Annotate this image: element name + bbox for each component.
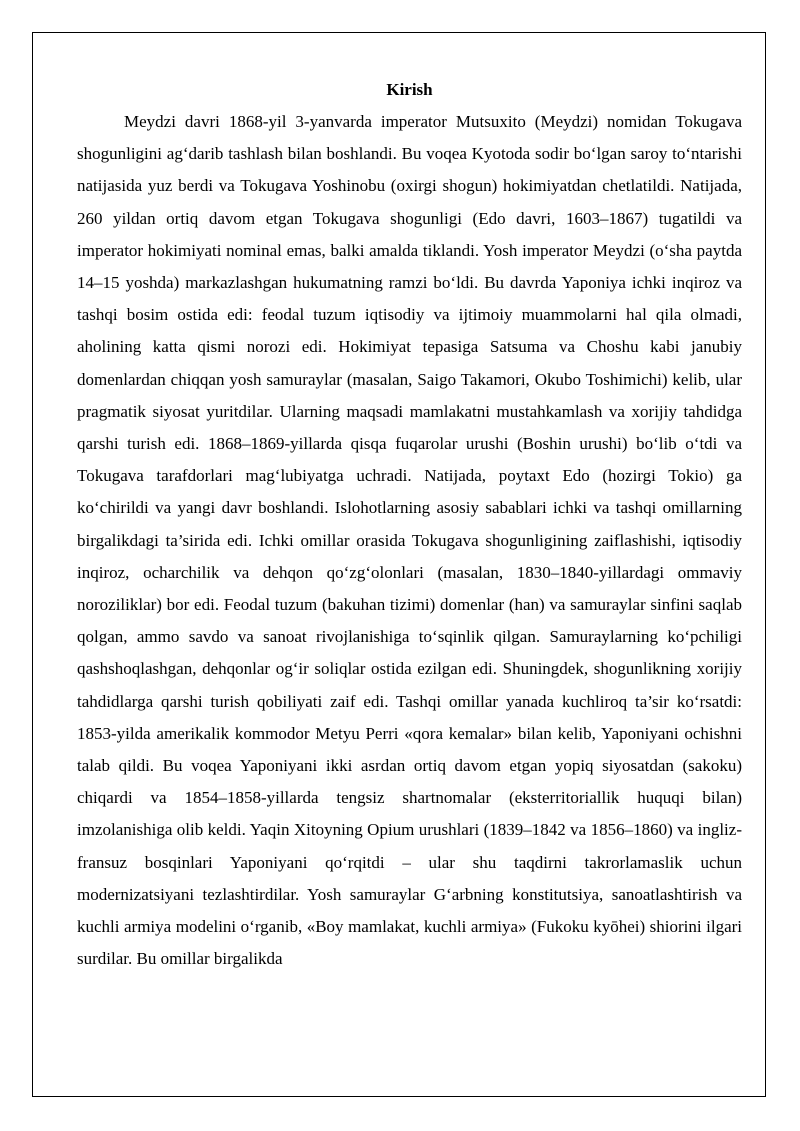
body-paragraph: Meydzi davri 1868-yil 3-yanvarda imperator Mutsuxito (Meydzi) nomidan Tokugava shogunligini ag‘darib tashlash bilan boshlandi. Bu voqea Kyotoda sodir bo‘lgan saroy to‘ntarishi natijasida yuz berdi va Tokugava Yoshinobu (oxirgi shogun) hokimiyatdan chetlatildi. Natijada, 260 yildan ortiq davom etgan Tokugava shogunligi (Edo davri, 1603–1867) tugatildi va imperator hokimiyati nominal emas, balki amalda tiklandi. Yosh imperator Meydzi (o‘sha paytda 14–15 yoshda) markazlashgan hukumatning ramzi bo‘ldi. Bu davrda Yaponiya ichki inqiroz va tashqi bosim ostida edi: feodal tuzum iqtisodiy va ijtimoiy muammolarni hal qila olmadi, aholining katta qismi norozi edi. Hokimiyat tepasiga Satsuma va Choshu kabi janubiy domenlardan chiqqan yosh samuraylar (masalan, Saigo Takamori, Okubo Toshimichi) kelib, ular pragmatik siyosat yuritdilar. Ularning maqsadi mamlakatni mustahkamlash va xorijiy tahdidga qarshi turish edi. 1868–1869-yillarda qisqa fuqarolar urushi (Boshin urushi) bo‘lib o‘tdi va Tokugava tarafdorlari mag‘lubiyatga uchradi. Natijada, poytaxt Edo (hozirgi Tokio) ga ko‘chirildi va yangi davr boshlandi. Islohotlarning asosiy sabablari ichki va tashqi omillarning birgalikdagi ta’sirida edi. Ichki omillar orasida Tokugava shogunligining zaiflashishi, iqtisodiy inqiroz, ocharchilik va dehqon qo‘zg‘olonlari (masalan, 1830–1840-yillardagi ommaviy noroziliklar) bor edi. Feodal tuzum (bakuhan tizimi) domenlar (han) va samuraylar sinfini saqlab qolgan, ammo savdo va sanoat rivojlanishiga to‘sqinlik qilgan. Samuraylarning ko‘pchiligi qashshoqlashgan, dehqonlar og‘ir soliqlar ostida ezilgan edi. Shuningdek, shogunlikning xorijiy tahdidlarga qarshi turish qobiliyati zaif edi. Tashqi omillar yanada kuchliroq ta’sir ko‘rsatdi: 1853-yilda amerikalik kommodor Metyu Perri «qora kemalar» bilan kelib, Yaponiyani ochishni talab qildi. Bu voqea Yaponiyani ikki asrdan ortiq davom etgan yopiq siyosatdan (sakoku) chiqardi va 1854–1858-yillarda tengsiz shartnomalar (eksterritoriallik huquqi bilan) imzolanishiga olib keldi. Yaqin Xitoyning Opium urushlari (1839–1842 va 1856–1860) va ingliz-fransuz bosqinlari Yaponiyani qo‘rqitdi – ular shu taqdirni takrorlamaslik uchun modernizatsiyani tezlashtirdilar. Yosh samuraylar G‘arbning konstitutsiya, sanoatlashtirish va kuchli armiya modelini o‘rganib, «Boy mamlakat, kuchli armiya» (Fukoku kyōhei) shiorini ilgari surdilar. Bu omillar birgalikda — [77, 112, 742, 969]
section-heading: Kirish — [386, 80, 433, 99]
document-body — [77, 73, 742, 975]
